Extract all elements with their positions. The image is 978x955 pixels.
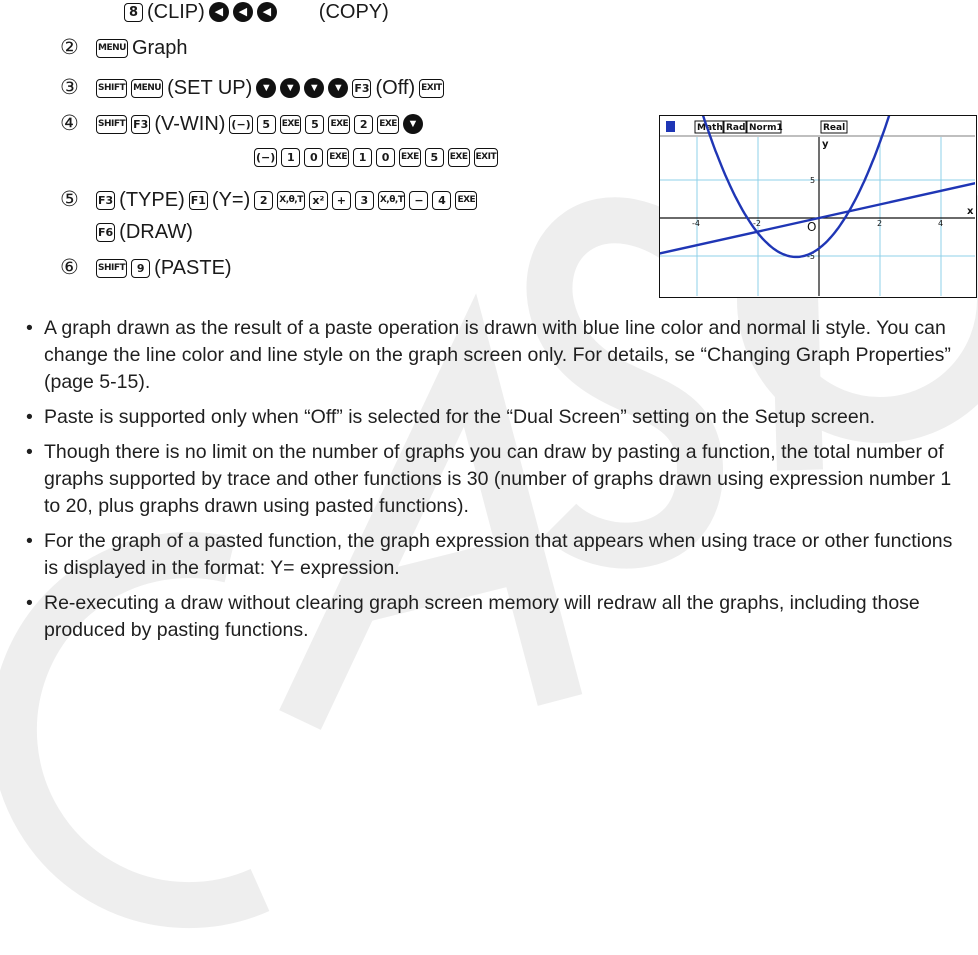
left-arrow-icon: ◀ xyxy=(233,2,253,22)
exe-key: EXE xyxy=(455,191,477,210)
bullet-dot: • xyxy=(26,530,33,552)
key-4: 4 xyxy=(432,191,451,210)
note-item xyxy=(26,590,961,644)
f3-key: F3 xyxy=(131,115,150,134)
clip-label: (CLIP) xyxy=(147,1,205,23)
f3-key: F3 xyxy=(96,191,115,210)
axis-x-label: x xyxy=(967,206,974,217)
step-1 xyxy=(122,0,391,24)
note-text: Paste is supported only when “Off” is selected for the “Dual Screen” setting on the Setup screen. xyxy=(44,406,875,428)
step-number: ⑤ xyxy=(60,188,79,211)
note-text: Re-executing a draw without clearing graph screen memory will redraw all the graphs, including those produced by pasting functions. xyxy=(44,592,920,641)
exe-key: EXE xyxy=(377,115,399,134)
f6-key: F6 xyxy=(96,223,115,242)
exit-key: EXIT xyxy=(474,148,499,167)
step-number: ⑥ xyxy=(60,256,79,279)
f1-key: F1 xyxy=(189,191,208,210)
step-5-cont xyxy=(94,220,195,244)
down-arrow-icon: ▼ xyxy=(328,78,348,98)
vwin-label: (V-WIN) xyxy=(154,113,226,135)
step-6 xyxy=(60,256,234,280)
step-3 xyxy=(60,76,446,100)
plus-key: + xyxy=(332,191,351,210)
type-label: (TYPE) xyxy=(119,189,185,211)
tick-x: 4 xyxy=(938,219,944,228)
bullet-dot: • xyxy=(26,406,33,428)
shift-key: SHIFT xyxy=(96,259,127,278)
step-4-cont xyxy=(252,148,500,167)
exe-key: EXE xyxy=(448,148,470,167)
bullet-dot: • xyxy=(26,317,33,339)
tick-x: 2 xyxy=(877,219,883,228)
shift-key: SHIFT xyxy=(96,79,127,98)
battery-icon xyxy=(666,121,675,132)
grid xyxy=(660,137,975,296)
y-label: (Y=) xyxy=(211,189,251,211)
shift-key: SHIFT xyxy=(96,115,127,134)
left-arrow-icon: ◀ xyxy=(209,2,229,22)
key-5: 5 xyxy=(425,148,444,167)
exe-key: EXE xyxy=(328,115,350,134)
down-arrow-icon: ▼ xyxy=(256,78,276,98)
tick-x: -2 xyxy=(753,219,761,228)
neg-key: (−) xyxy=(254,148,277,167)
graph-display xyxy=(660,116,975,296)
calculator-screen xyxy=(659,115,977,298)
step-number: ② xyxy=(60,36,79,59)
bullet-dot: • xyxy=(26,592,33,614)
down-arrow-icon: ▼ xyxy=(304,78,324,98)
exit-key: EXIT xyxy=(419,79,444,98)
xtheta-key: X,θ,T xyxy=(378,191,406,210)
paste-label: (PASTE) xyxy=(154,257,232,279)
menu-key: MENU xyxy=(96,39,128,58)
parabola-curve xyxy=(660,116,975,257)
note-item xyxy=(26,404,961,431)
minus-key: − xyxy=(409,191,428,210)
note-item xyxy=(26,528,961,582)
status-norm: Norm1 xyxy=(749,123,783,133)
note-text: For the graph of a pasted function, the graph expression that appears when using trace or other functions is displayed in the format: Y= expression. xyxy=(44,530,953,579)
key-5: 5 xyxy=(257,115,276,134)
note-item xyxy=(26,315,961,396)
setup-label: (SET UP) xyxy=(167,77,253,99)
exe-key: EXE xyxy=(399,148,421,167)
status-math: Math xyxy=(697,123,723,133)
xtheta-key: X,θ,T xyxy=(277,191,305,210)
tick-y: 5 xyxy=(810,176,816,185)
exe-key: EXE xyxy=(280,115,302,134)
step-2 xyxy=(60,36,190,60)
neg-key: (−) xyxy=(229,115,252,134)
status-real: Real xyxy=(823,123,846,133)
step-number: ③ xyxy=(60,76,79,99)
key-2: 2 xyxy=(254,191,273,210)
step-label: Graph xyxy=(131,37,188,59)
bullet-dot: • xyxy=(26,441,33,463)
menu-key: MENU xyxy=(131,79,163,98)
key-9: 9 xyxy=(131,259,150,278)
down-arrow-icon: ▼ xyxy=(280,78,300,98)
f3-key: F3 xyxy=(352,79,371,98)
axis-y-label: y xyxy=(822,139,829,150)
step-5 xyxy=(60,188,479,212)
copy-label: (COPY) xyxy=(318,1,389,23)
off-label: (Off) xyxy=(375,77,416,99)
tick-x: -4 xyxy=(692,219,700,228)
step-4 xyxy=(60,112,425,136)
key-3: 3 xyxy=(355,191,374,210)
exe-key: EXE xyxy=(327,148,349,167)
key-8: 8 xyxy=(124,3,143,22)
notes-list xyxy=(26,315,961,652)
note-text: A graph drawn as the result of a paste operation is drawn with blue line color and normal li style. You can change the line color and line style on the graph screen only. For details, se “Changing Graph Properties” (page 5-15). xyxy=(44,317,951,393)
key-0: 0 xyxy=(304,148,323,167)
tick-y: -5 xyxy=(807,252,815,261)
key-2: 2 xyxy=(354,115,373,134)
step-number: ④ xyxy=(60,112,79,135)
key-0: 0 xyxy=(376,148,395,167)
key-1: 1 xyxy=(281,148,300,167)
key-1: 1 xyxy=(353,148,372,167)
left-arrow-icon: ◀ xyxy=(257,2,277,22)
note-text: Though there is no limit on the number of graphs you can draw by pasting a function, the total number of graphs supported by trace and other functions is 30 (number of graphs drawn using expression number 1 to 20, plus graphs drawn using pasted functions). xyxy=(44,441,952,517)
down-arrow-icon: ▼ xyxy=(403,114,423,134)
status-rad: Rad xyxy=(726,123,746,133)
x-squared-key: x² xyxy=(309,191,328,210)
origin-label: O xyxy=(807,220,817,234)
key-5: 5 xyxy=(305,115,324,134)
draw-label: (DRAW) xyxy=(119,221,193,243)
note-item xyxy=(26,439,961,520)
